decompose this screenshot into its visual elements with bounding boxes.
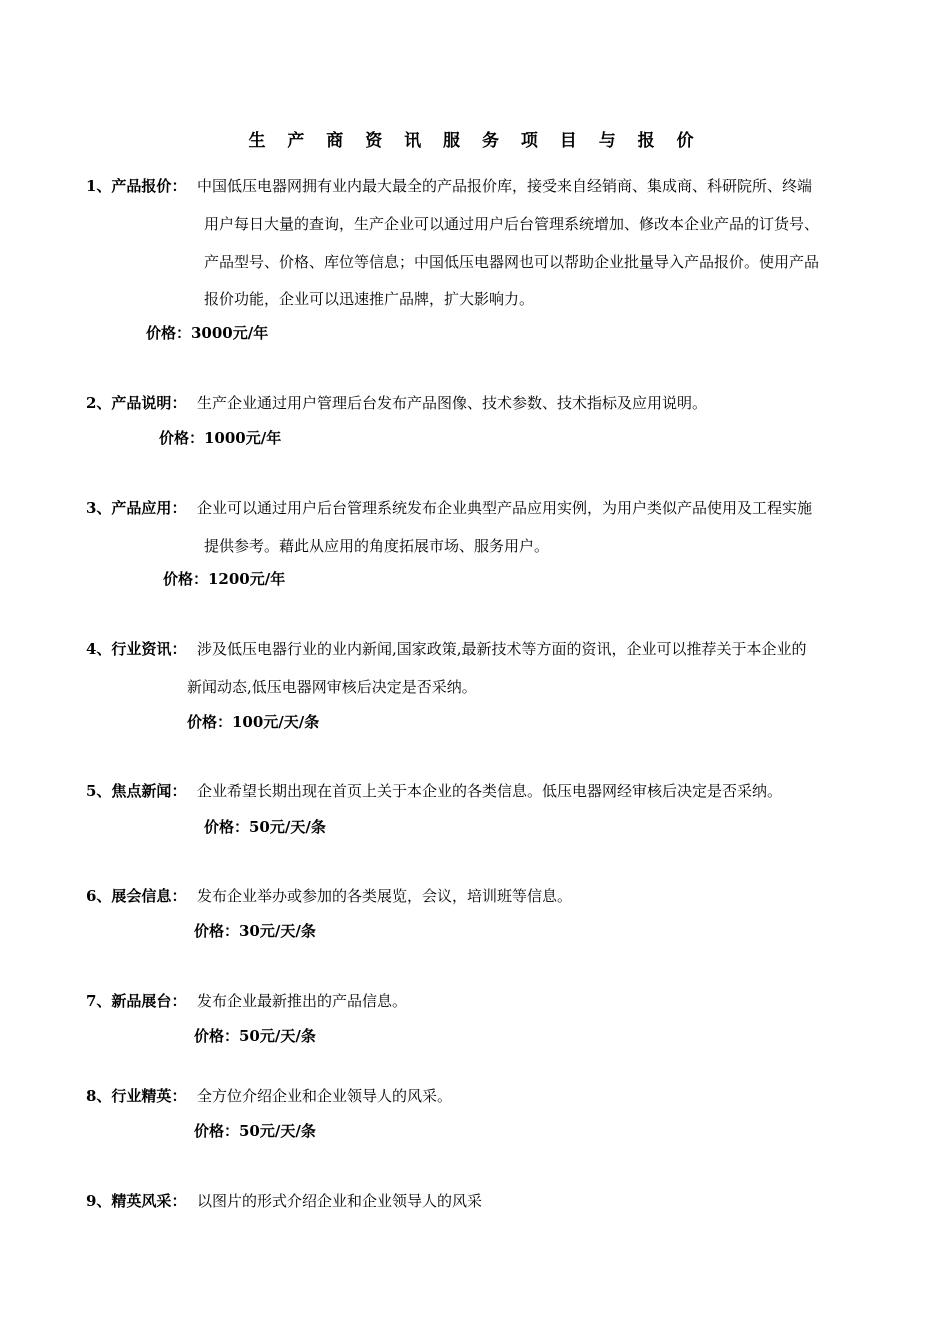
item-price: 价格：1200元/年 [163,570,286,588]
item-text-line: 发布企业最新推出的产品信息。 [197,992,408,1010]
item-label: 9、精英风采： [86,1192,187,1210]
item-label: 1、产品报价： [86,177,187,195]
item-text-line: 以图片的形式介绍企业和企业领导人的风采 [197,1192,483,1210]
item-label: 8、行业精英： [86,1087,187,1105]
document-title: 生 产 商 资 讯 服 务 项 目 与 报 价 [248,131,702,151]
item-price: 价格：3000元/年 [146,324,269,342]
item-text-line: 用户每日大量的查询，生产企业可以通过用户后台管理系统增加、修改本企业产品的订货号、 [204,215,820,233]
item-label: 2、产品说明： [86,394,187,412]
item-text-line: 产品型号、价格、库位等信息；中国低压电器网也可以帮助企业批量导入产品报价。使用产品 [204,253,820,271]
item-text-line: 生产企业通过用户管理后台发布产品图像、技术参数、技术指标及应用说明。 [197,394,708,412]
item-price: 价格：1000元/年 [159,429,282,447]
item-text-line: 发布企业举办或参加的各类展览，会议，培训班等信息。 [197,887,573,905]
item-text-line: 企业希望长期出现在首页上关于本企业的各类信息。低压电器网经审核后决定是否采纳。 [197,782,783,800]
item-text-line: 涉及低压电器行业的业内新闻,国家政策,最新技术等方面的资讯，企业可以推荐关于本企业的 [197,640,807,658]
item-text-line: 报价功能，企业可以迅速推广品牌，扩大影响力。 [204,290,535,308]
item-price: 价格：30元/天/条 [194,922,316,940]
item-text-line: 中国低压电器网拥有业内最大最全的产品报价库，接受来自经销商、集成商、科研院所、终端 [197,177,813,195]
item-price: 价格：50元/天/条 [194,1027,316,1045]
item-price: 价格：50元/天/条 [204,818,326,836]
item-label: 6、展会信息： [86,887,187,905]
item-text-line: 提供参考。藉此从应用的角度拓展市场、服务用户。 [204,537,550,555]
item-price: 价格：100元/天/条 [187,713,320,731]
item-text-line: 全方位介绍企业和企业领导人的风采。 [197,1087,453,1105]
item-label: 3、产品应用： [86,499,187,517]
item-text-line: 企业可以通过用户后台管理系统发布企业典型产品应用实例，为用户类似产品使用及工程实施 [197,499,813,517]
item-label: 5、焦点新闻： [86,782,187,800]
item-label: 7、新品展台： [86,992,187,1010]
item-label: 4、行业资讯： [86,640,187,658]
item-price: 价格：50元/天/条 [194,1122,316,1140]
item-text-line: 新闻动态,低压电器网审核后决定是否采纳。 [187,678,477,696]
